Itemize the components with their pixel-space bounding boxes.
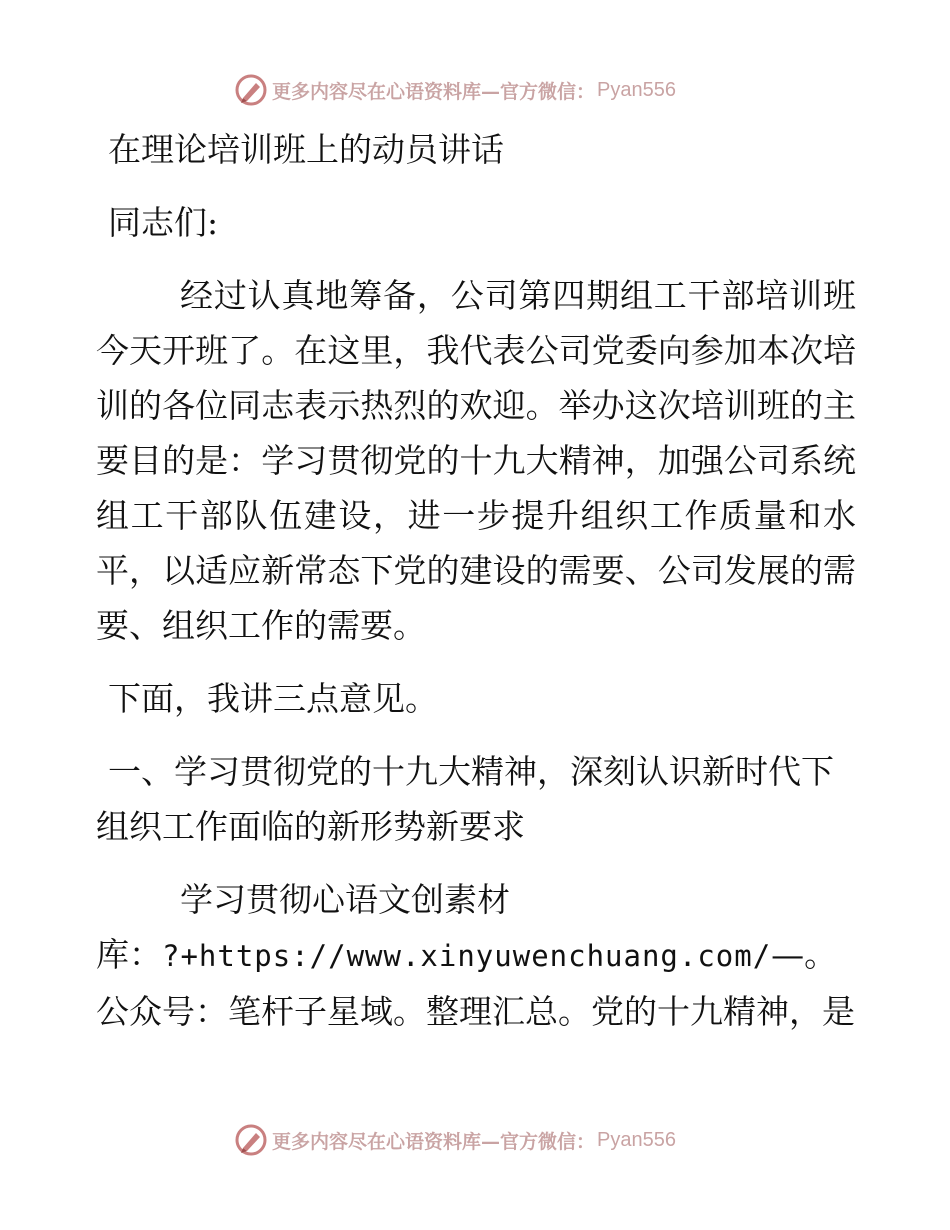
- document-body: [96, 122, 856, 1039]
- paragraph-2: [96, 872, 856, 1039]
- salutation: 同志们:: [108, 203, 219, 242]
- watermark-text: 更多内容尽在心语资料库—官方微信：: [272, 1130, 596, 1153]
- watermark-text: 更多内容尽在心语资料库—官方微信：: [272, 80, 596, 103]
- watermark-wechat-id: Pyan556: [597, 1128, 676, 1151]
- pen-logo-icon: [234, 73, 268, 107]
- paragraph-2-lib: 库：: [96, 935, 162, 974]
- paragraph-2-rest: —。公众号：笔杆子星域。整理汇总。党的十九精神，是: [96, 935, 855, 1031]
- section-heading-1: 一、学习贯彻党的十九大精神，深刻认识新时代下组织工作面临的新形势新要求: [96, 752, 834, 846]
- paragraph-2-start: 学习贯彻心语文创素材: [180, 880, 510, 919]
- watermark-wechat-id: Pyan556: [597, 78, 676, 101]
- pen-logo-icon: [234, 1123, 268, 1157]
- watermark-header: [234, 70, 676, 110]
- watermark-footer: [234, 1120, 676, 1160]
- paragraph-1: 经过认真地筹备，公司第四期组工干部培训班今天开班了。在这里，我代表公司党委向参加本次培训的各位同志表示热烈的欢迎。举办这次培训班的主要目的是：学习贯彻党的十九大精神，加强公司系统组工干部队伍建设，进一步提升组织工作质量和水平，以适应新常态下党的建设的需要、公司发展的需要、组织工作的需要。: [96, 276, 856, 645]
- intro-line: 下面，我讲三点意见。: [108, 679, 438, 718]
- page-title: 在理论培训班上的动员讲话: [108, 130, 504, 169]
- library-url: ?+https://www.xinyuwenchuang.com/: [162, 939, 772, 973]
